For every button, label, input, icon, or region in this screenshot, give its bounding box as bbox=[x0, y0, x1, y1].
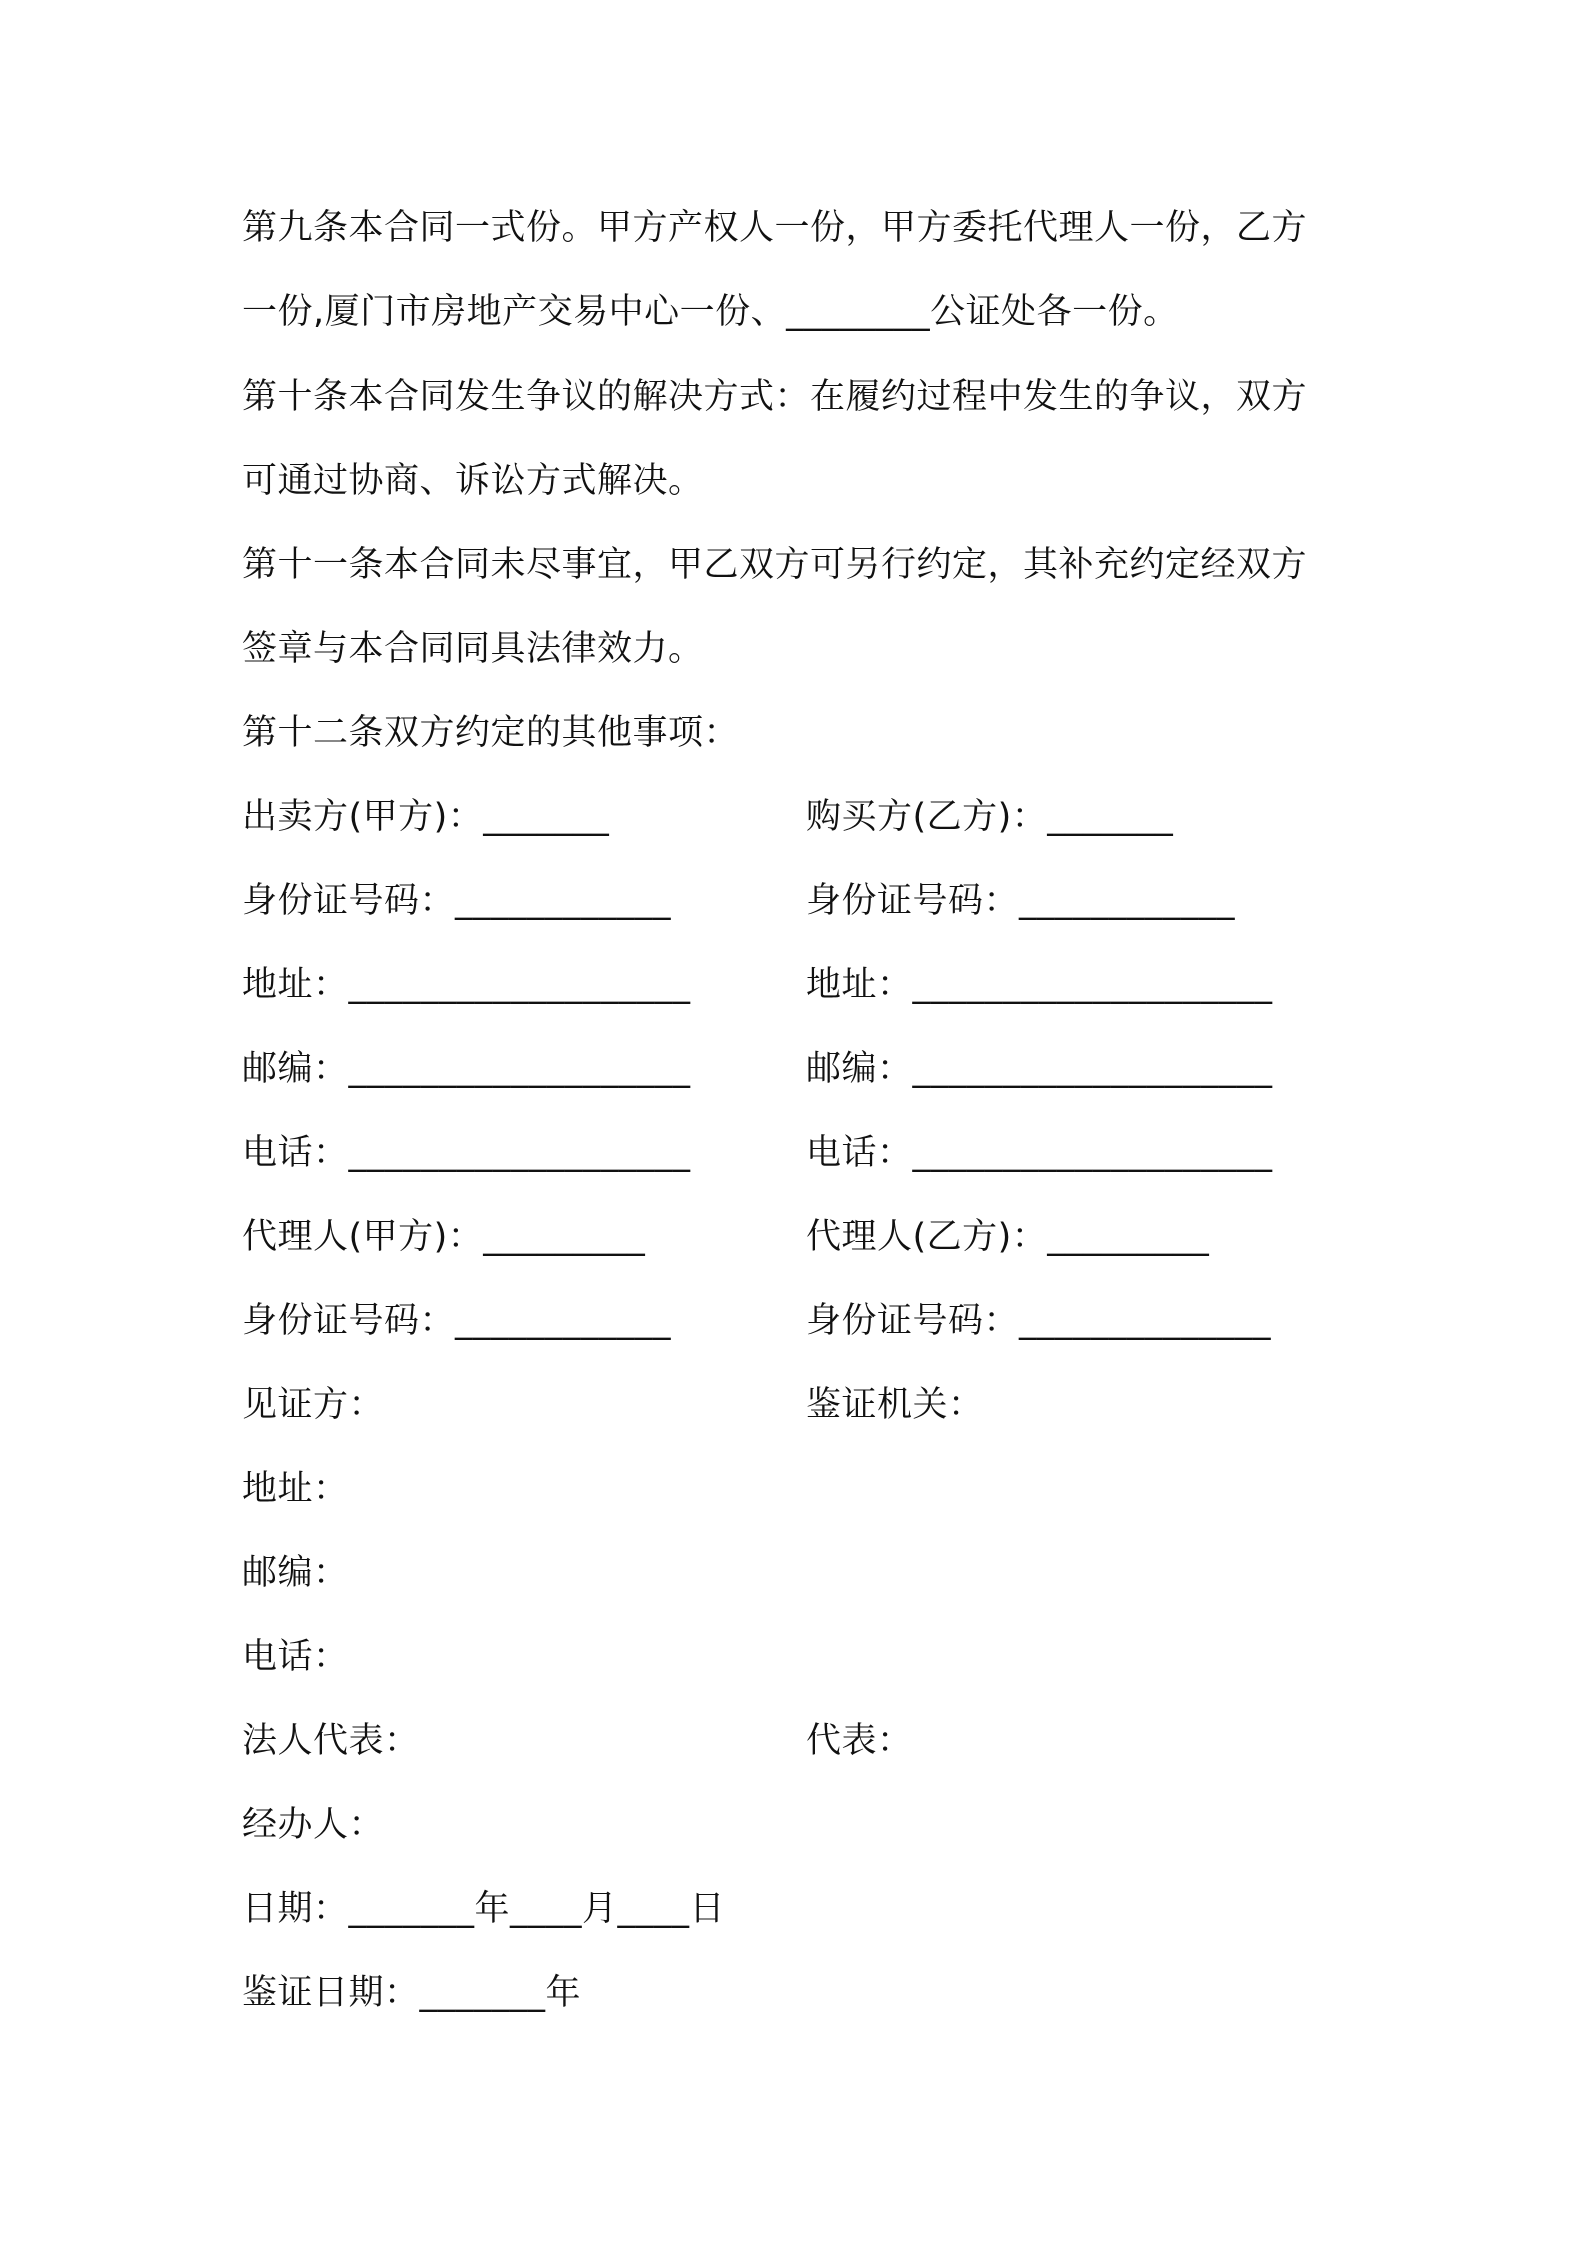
buyer-agent-field: 代理人(乙方)：_________ bbox=[806, 1217, 1210, 1257]
buyer-address-field: 地址：____________________ bbox=[806, 965, 1273, 1005]
buyer-postcode-field: 邮编：____________________ bbox=[806, 1049, 1273, 1089]
legal-representative-field: 法人代表： bbox=[242, 1721, 420, 1761]
authority-representative-field: 代表： bbox=[806, 1721, 913, 1761]
witness-address-field: 地址： bbox=[242, 1469, 349, 1509]
seller-agent-id-field: 身份证号码：____________ bbox=[242, 1301, 672, 1341]
buyer-phone-field: 电话：____________________ bbox=[806, 1133, 1273, 1173]
authority-label: 鉴证机关： bbox=[806, 1385, 984, 1425]
witness-phone-field: 电话： bbox=[242, 1637, 349, 1677]
seller-id-field: 身份证号码：____________ bbox=[242, 881, 672, 921]
buyer-agent-id-field: 身份证号码：______________ bbox=[806, 1301, 1272, 1341]
verification-date-field: 鉴证日期：_______年 bbox=[242, 1973, 582, 2013]
witness-postcode-field: 邮编： bbox=[242, 1553, 349, 1593]
article-10-line-2: 可通过协商、诉讼方式解决。 bbox=[242, 461, 704, 501]
article-9-line-1: 第九条本合同一式份。甲方产权人一份，甲方委托代理人一份，乙方 bbox=[242, 208, 1308, 248]
article-9-line-2: 一份,厦门市房地产交易中心一份、________公证处各一份。 bbox=[242, 292, 1179, 332]
seller-name-field: 出卖方(甲方)：_______ bbox=[242, 797, 610, 837]
buyer-name-field: 购买方(乙方)：_______ bbox=[806, 797, 1174, 837]
article-10-line-1: 第十条本合同发生争议的解决方式：在履约过程中发生的争议，双方 bbox=[242, 377, 1308, 417]
article-12-heading: 第十二条双方约定的其他事项： bbox=[242, 713, 740, 753]
seller-agent-field: 代理人(甲方)：_________ bbox=[242, 1217, 646, 1257]
seller-address-field: 地址：___________________ bbox=[242, 965, 691, 1005]
seller-phone-field: 电话：___________________ bbox=[242, 1133, 691, 1173]
date-field: 日期：_______年____月____日 bbox=[242, 1889, 726, 1929]
seller-postcode-field: 邮编：___________________ bbox=[242, 1049, 691, 1089]
buyer-id-field: 身份证号码：____________ bbox=[806, 881, 1236, 921]
article-11-line-2: 签章与本合同同具法律效力。 bbox=[242, 629, 704, 669]
witness-label: 见证方： bbox=[242, 1385, 385, 1425]
article-11-line-1: 第十一条本合同未尽事宜，甲乙双方可另行约定，其补充约定经双方 bbox=[242, 545, 1308, 585]
handler-field: 经办人： bbox=[242, 1805, 385, 1845]
